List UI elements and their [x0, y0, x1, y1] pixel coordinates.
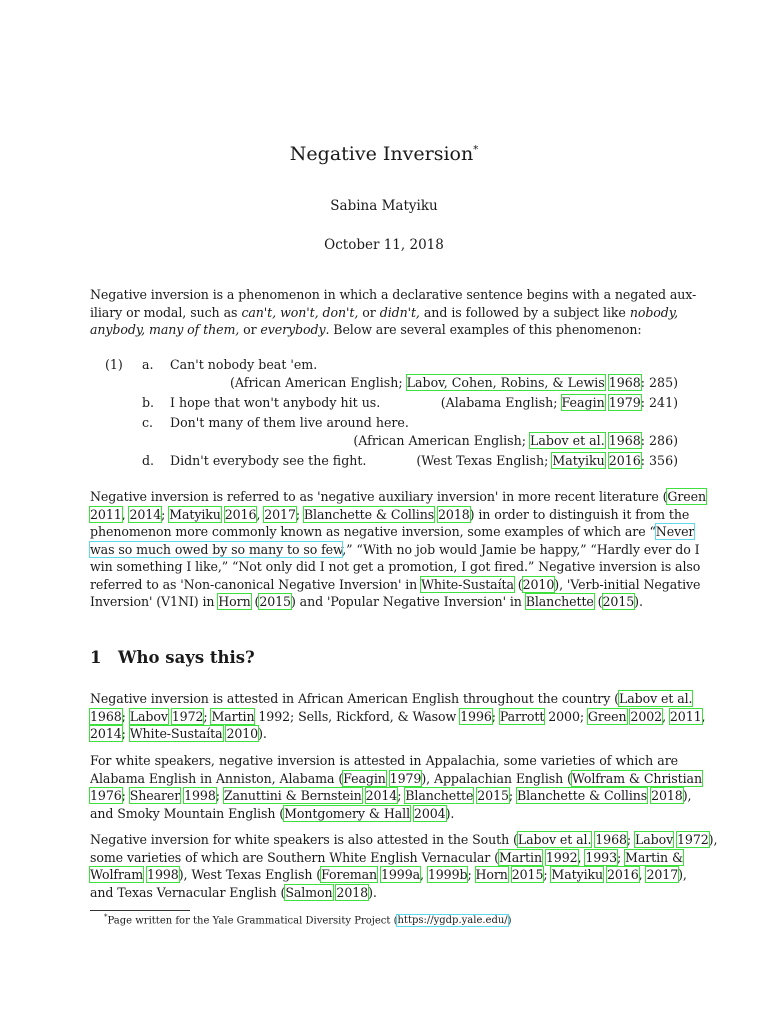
citation-link[interactable]: 1968 [90, 708, 122, 724]
citation-link[interactable]: 2014 [365, 788, 398, 803]
citation-link[interactable]: Labov, Cohen, Robins, & Lewis [406, 375, 605, 390]
citation-link[interactable]: Blanchette [405, 788, 474, 803]
citation-link[interactable]: 1979 [389, 770, 422, 786]
citation-link[interactable]: Feagin [561, 395, 605, 410]
citation-link[interactable]: 1998 [184, 788, 216, 803]
citation-link[interactable]: Wolfram & Christian [571, 770, 702, 786]
citation-link[interactable]: Martin & [625, 849, 684, 865]
citation-year-link[interactable]: 2016 [608, 453, 641, 468]
citation-link[interactable]: 2015 [511, 867, 544, 882]
citation-link[interactable]: 1999b [427, 867, 468, 882]
footnote: *Page written for the Yale Grammatical Diversity Project (https://ygdp.yale.edu/) [104, 913, 512, 927]
citation-link[interactable]: 2017 [646, 867, 679, 882]
citation-link[interactable]: 2011 [669, 708, 702, 724]
citation-link[interactable]: Green [667, 489, 707, 504]
citation-link[interactable]: Matyiku [551, 867, 604, 882]
example-list: (1) a. Can't nobody beat 'em. (African American English; Labov, Cohen, Robins, & Lewis 1968: 285) b. I hope that won't anybody hit us. (Alabama English; Feagin 1979: 241) c. Don't many of them live around here. (African American English; Labov et al. 1968: 286) d. Didn't everybody see the fight. (West Texas English; Matyiku 2016: 356) [105, 357, 678, 468]
citation-link[interactable]: Martin [498, 849, 542, 865]
paragraph-white-speakers: For white speakers, negative inversion is attested in Appalachia, some varieties of which are Alabama English in Anniston, Alabama (Feagin 1979), Appalachian English (Wolfram & Christian 1976; Shearer 1998; Zanuttini & Bernstein 2014; Blanchette 2015; Blanchette & Collins 2018), and Smoky Mountain English (Montgomery & Hall 2004). [90, 753, 702, 821]
citation-link[interactable]: Labov [634, 832, 674, 847]
citation-link[interactable]: 2004 [413, 805, 446, 821]
citation-link[interactable]: 1972 [677, 832, 709, 847]
footnote-rule [90, 910, 190, 911]
citation-link[interactable]: 2017 [264, 506, 296, 522]
citation-link[interactable]: Zanuttini & Bernstein [223, 788, 362, 803]
citation-link[interactable]: Matyiku [169, 506, 221, 522]
citation-link[interactable]: 2016 [224, 506, 257, 522]
citation-link[interactable]: 2014 [90, 726, 122, 741]
citation-link[interactable]: Montgomery & Hall [284, 805, 410, 821]
citation-year-link[interactable]: 1968 [608, 433, 641, 448]
citation-link[interactable]: Foreman [321, 867, 378, 882]
citation-link[interactable]: Matyiku [552, 453, 605, 468]
citation-link[interactable]: White-Sustaíta [129, 726, 223, 741]
citation-link[interactable]: Blanchette & Collins [516, 788, 648, 803]
citation-link[interactable]: 1996 [460, 708, 492, 724]
citation-link[interactable]: Green [587, 708, 627, 724]
citation-link[interactable]: Martin [211, 708, 255, 724]
citation-link[interactable]: 2002 [630, 708, 663, 724]
citation-link[interactable]: 2018 [336, 884, 369, 900]
citation-link[interactable]: Horn [218, 594, 251, 609]
citation-link[interactable]: 1993 [585, 849, 617, 865]
citation-link[interactable]: Labov et al. [517, 832, 592, 847]
citation-link[interactable]: Labov et al. [618, 691, 693, 706]
citation-link[interactable]: 2018 [651, 788, 683, 803]
intro-line-3: anybody, many of them, or everybody. Below are several examples of this phenomenon: [90, 322, 642, 337]
intro-paragraph [90, 286, 697, 339]
footnote-url-link[interactable]: https://ygdp.yale.edu/ [397, 915, 508, 927]
citation-link[interactable]: 2011 [90, 506, 122, 522]
citation-link[interactable]: Horn [475, 867, 508, 882]
example-number: (1) [105, 357, 123, 372]
citation-link[interactable]: 1968 [595, 832, 627, 847]
citation-year-link[interactable]: 1968 [608, 375, 641, 390]
citation-link[interactable]: White-Sustaíta [421, 576, 514, 592]
citation-year-link[interactable]: 1979 [608, 395, 641, 410]
citation-link[interactable]: 2016 [606, 867, 639, 882]
paragraph-south: Negative inversion for white speakers is also attested in the South (Labov et al. 1968; Labov 1972), some varieties of which are Southern White English Vernacular (Martin 1992, 1993; Martin & Wolfram 1998), West Texas English (Foreman 1999a, 1999b; Horn 2015; Matyiku 2016, 2017), and Texas Vernacular English (Salmon 2018). [90, 832, 718, 900]
intro-line-2: iliary or modal, such as can't, won't, don't, or didn't, and is followed by a subject like nobody, [90, 304, 678, 320]
section-heading: 1 Who says this? [90, 648, 255, 667]
intro-line-1: Negative inversion is a phenomenon in which a declarative sentence begins with a negated aux- [90, 287, 697, 302]
citation-link[interactable]: Labov [129, 708, 168, 724]
citation-link[interactable]: Shearer [129, 788, 181, 803]
citation-link[interactable]: Wolfram [90, 867, 144, 882]
citation-link[interactable]: 2014 [129, 506, 162, 522]
citation-link[interactable]: 2018 [438, 506, 470, 522]
citation-link[interactable]: 1972 [171, 708, 204, 724]
paragraph-terminology: Negative inversion is referred to as 'negative auxiliary inversion' in more recent literature (Green 2011, 2014; Matyiku 2016, 2017; Blanchette & Collins 2018) in order to distinguish it from the phenomenon more commonly known as negative inversion, some examples of which are “Never was so much owed by so many to so few,” “With no job would Jamie be happy,” “Hardly ever do I win something I like,” “Not only did I not get a promotion, I got fired.” Negative inversion is also referred to as 'Non-canonical Negative Inversion' in White-Sustaíta (2010), 'Verb-initial Negative Inversion' (V1NI) in Horn (2015) and 'Popular Negative Inversion' in Blanchette (2015). [90, 489, 707, 609]
citation-link[interactable]: 2015 [477, 788, 509, 803]
citation-link[interactable]: 1992 [545, 849, 578, 865]
citation-link[interactable]: 1976 [90, 788, 122, 803]
citation-link[interactable]: 1999a [380, 867, 421, 882]
citation-link[interactable]: Labov et al. [530, 433, 605, 448]
quote-link[interactable]: Never [655, 524, 695, 539]
title-footnote-mark[interactable]: * [473, 144, 479, 156]
citation-link[interactable]: Salmon [285, 884, 333, 900]
date: October 11, 2018 [324, 237, 444, 253]
citation-link[interactable]: Parrott [499, 708, 545, 724]
citation-link[interactable]: Blanchette [525, 594, 594, 609]
citation-link[interactable]: 2015 [602, 594, 635, 609]
citation-link[interactable]: Blanchette & Collins [303, 506, 435, 522]
author: Sabina Matyiku [330, 198, 438, 214]
citation-link[interactable]: 2010 [226, 726, 259, 741]
citation-link[interactable]: 1998 [147, 867, 179, 882]
citation-link[interactable]: 2015 [259, 594, 291, 609]
quote-link[interactable]: was so much owed by so many to so few [90, 541, 343, 557]
citation-link[interactable]: 2010 [522, 576, 555, 592]
paper-title: Negative Inversion* [289, 143, 479, 165]
paragraph-aae: Negative inversion is attested in African American English throughout the country (Labov et al. 1968; Labov 1972; Martin 1992; Sells, Rickford, & Wasow 1996; Parrott 2000; Green 2002, 2011, 2014; White-Sustaíta 2010). [90, 691, 706, 741]
citation-link[interactable]: Feagin [343, 770, 386, 786]
